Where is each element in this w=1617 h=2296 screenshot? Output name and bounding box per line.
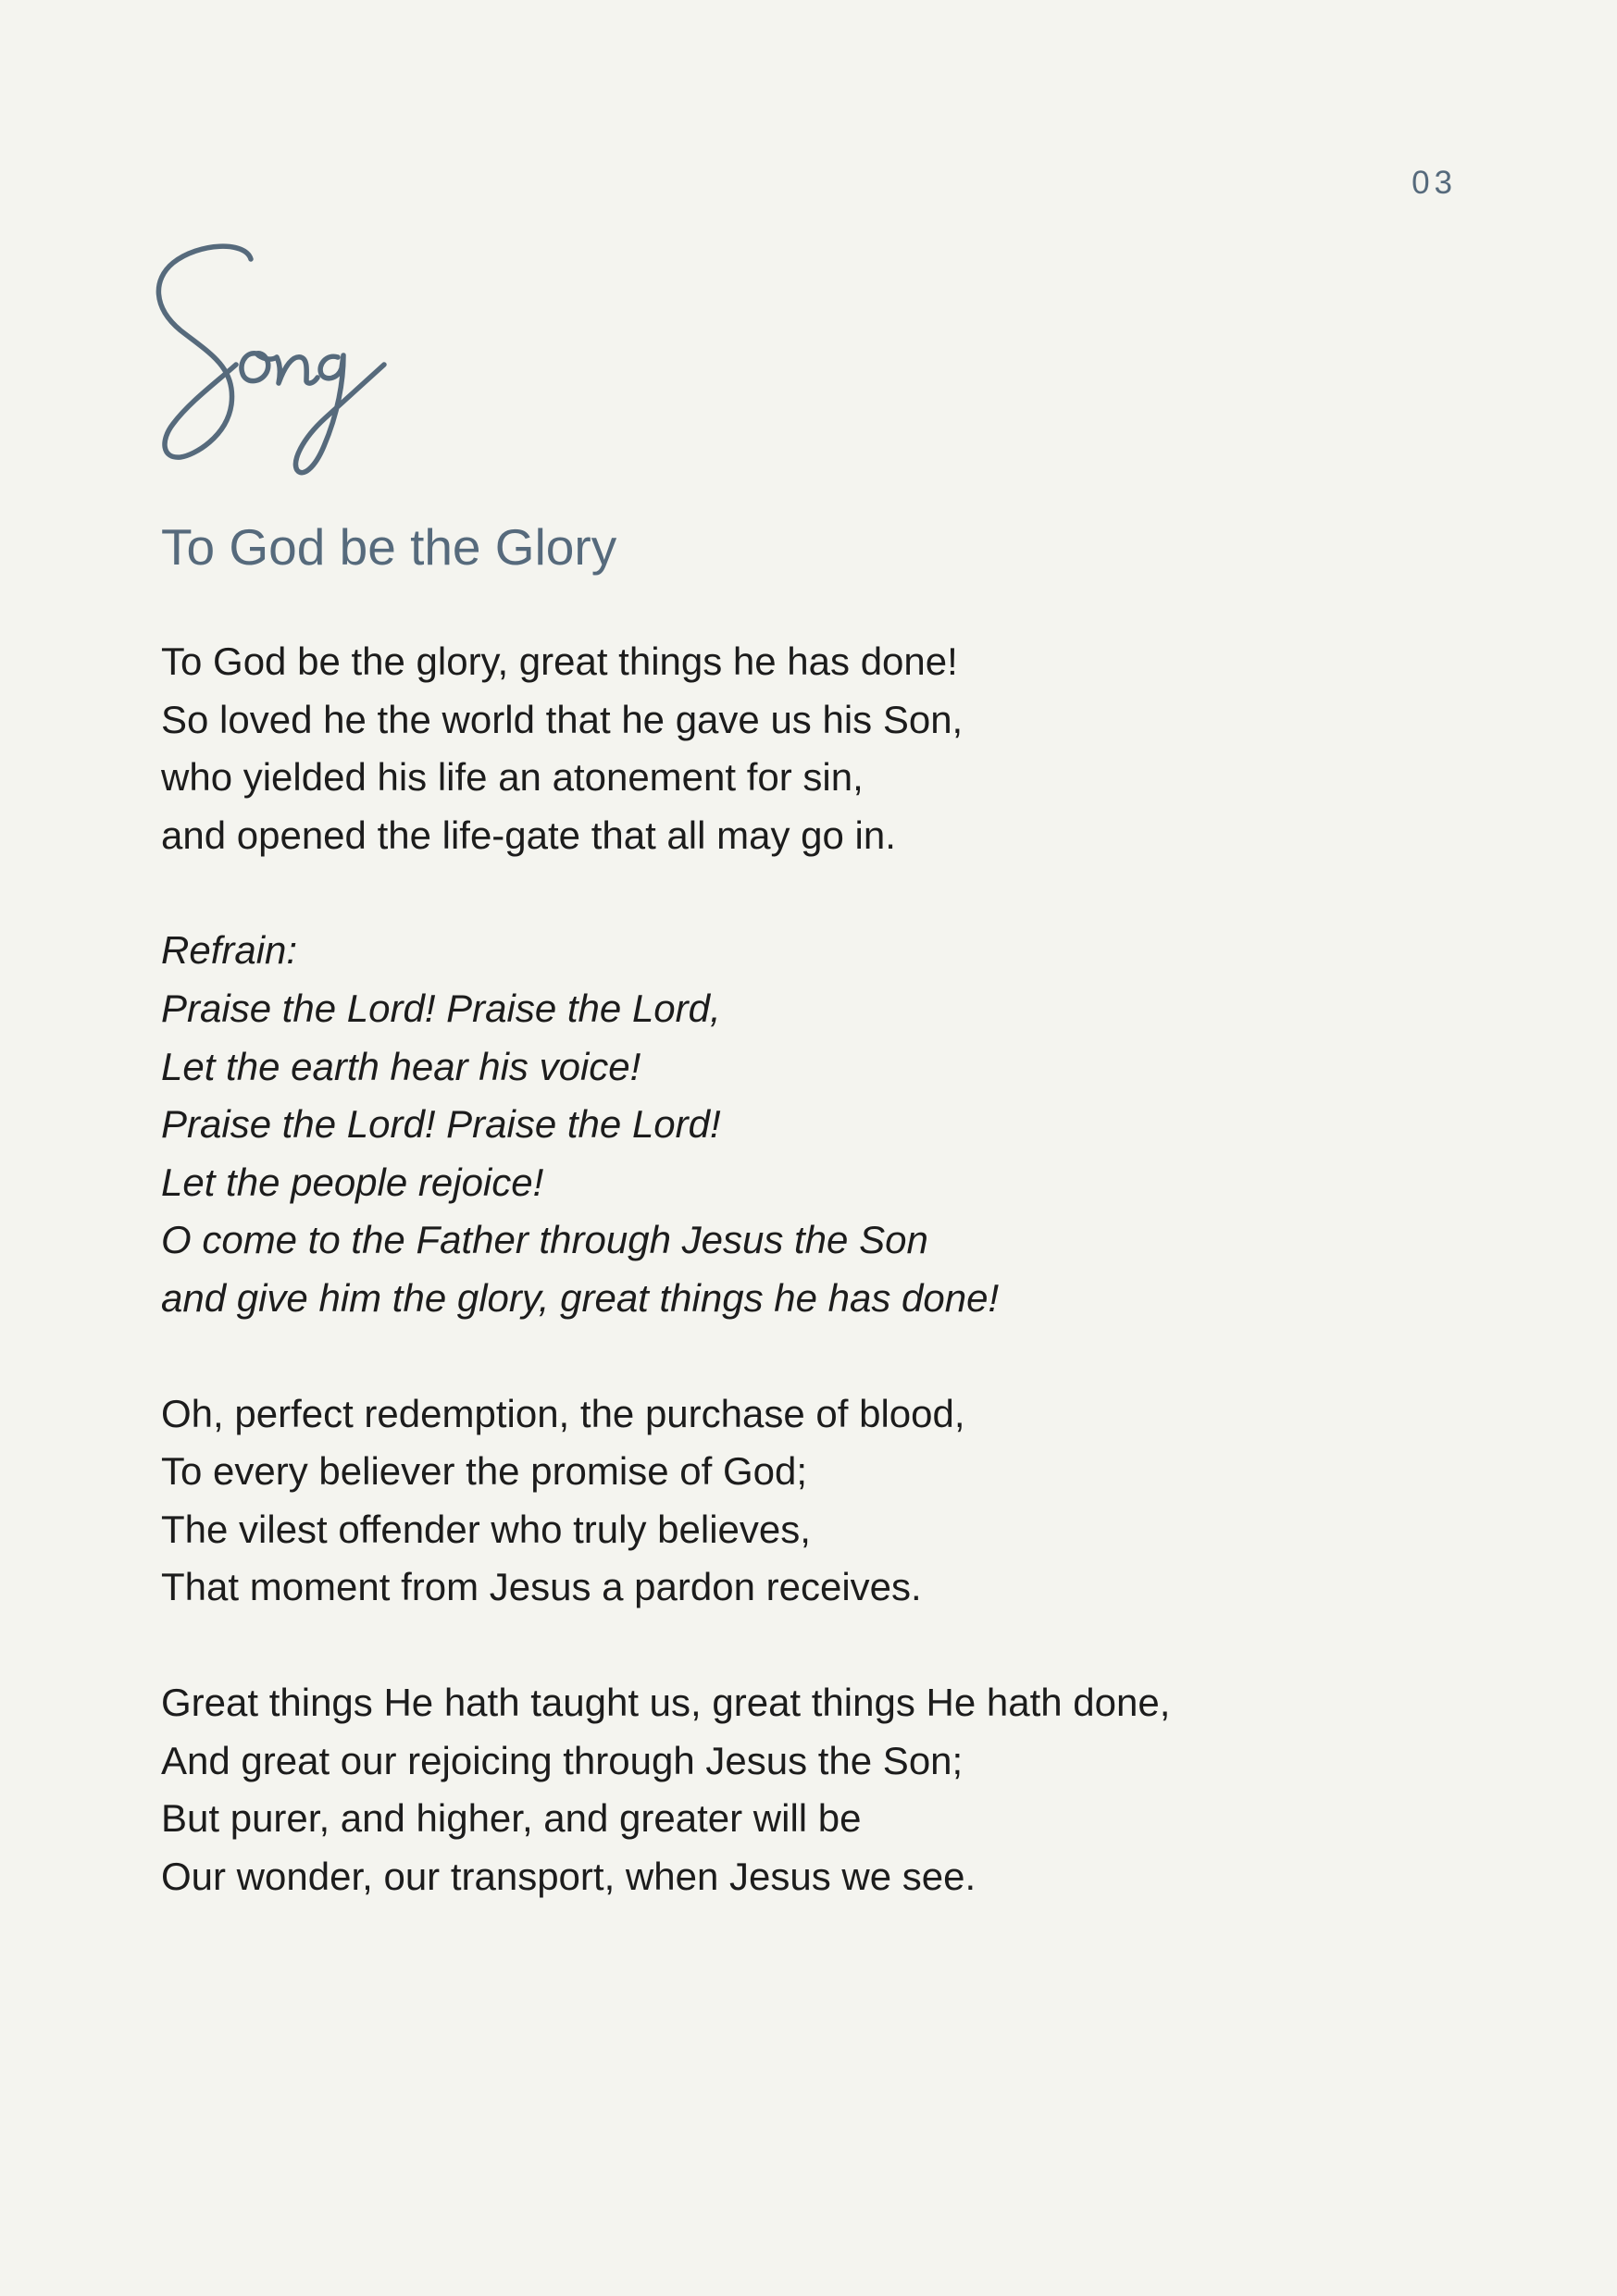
lyric-line: Our wonder, our transport, when Jesus we see.	[161, 1854, 976, 1898]
refrain	[161, 922, 1478, 1327]
script-heading-song	[153, 242, 421, 492]
lyric-line: who yielded his life an atonement for sin,	[161, 755, 864, 800]
lyric-line: Oh, perfect redemption, the purchase of blood,	[161, 1391, 965, 1435]
lyric-line: O come to the Father through Jesus the Son	[161, 1218, 928, 1262]
song-script-lettering	[153, 242, 421, 492]
page-number: 03	[1412, 165, 1457, 201]
lyric-line: To God be the glory, great things he has done!	[161, 639, 958, 683]
song-title: To God be the Glory	[161, 518, 617, 576]
lyric-line: and opened the life-gate that all may go in.	[161, 813, 896, 857]
lyric-line: That moment from Jesus a pardon receives.	[161, 1565, 922, 1609]
verse-2	[161, 1385, 1478, 1617]
lyric-line: But purer, and higher, and greater will be	[161, 1796, 862, 1841]
lyric-line: Praise the Lord! Praise the Lord!	[161, 1102, 721, 1147]
lyric-line: Praise the Lord! Praise the Lord,	[161, 986, 721, 1030]
lyric-line: Let the people rejoice!	[161, 1160, 544, 1204]
refrain-label: Refrain:	[161, 928, 298, 973]
verse-3	[161, 1674, 1478, 1905]
lyric-line: and give him the glory, great things he has done!	[161, 1275, 1000, 1320]
lyric-line: To every believer the promise of God;	[161, 1449, 808, 1494]
verse-1	[161, 633, 1478, 864]
lyric-line: The vilest offender who truly believes,	[161, 1507, 811, 1551]
lyrics-body	[161, 633, 1478, 1963]
lyric-line: So loved he the world that he gave us his Son,	[161, 697, 964, 741]
lyric-line: Let the earth hear his voice!	[161, 1044, 641, 1088]
lyric-line: Great things He hath taught us, great things He hath done,	[161, 1680, 1171, 1724]
lyric-line: And great our rejoicing through Jesus the Son;	[161, 1738, 964, 1782]
